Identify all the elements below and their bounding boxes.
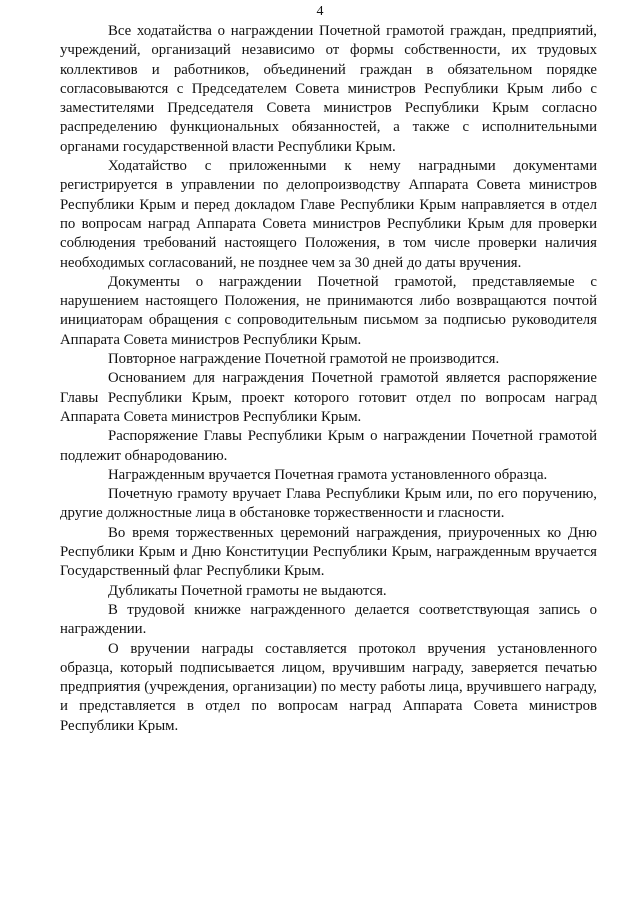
- paragraph-award-basis: Основанием для награждения Почетной грамотой является распоряжение Главы Республики Крым, проект которого готовит отдел по вопросам наград Аппарата Совета министров Республики Крым.: [60, 370, 597, 425]
- paragraph-petitions-approval: Все ходатайства о награждении Почетной грамотой граждан, предприятий, учреждений, организаций независимо от формы собственности, их трудовых коллективов и работников, объединений граждан в обязательном порядке согласовываются с Председателем Совета министров Республики Крым либо с заместителями Председателя Совета министров Республики Крым согласно распределению функциональных обязанностей, а также с исполнительными органами государственной власти Республики Крым.: [60, 23, 597, 155]
- page-number: 4: [316, 4, 324, 19]
- paragraph-petition-registration: Ходатайство с приложенными к нему наградными документами регистрируется в управлении по делопроизводству Аппарата Совета министров Республики Крым и перед докладом Главе Республики Крым направляется в отдел по вопросам наград Аппарата Совета министров Республики Крым для проверки соблюдения требований настоящего Положения, в том числе проверки наличия необходимых согласований, не позднее чем за 30 дней до даты вручения.: [60, 158, 597, 271]
- paragraph-presentation: Почетную грамоту вручает Глава Республики Крым или, по его поручению, другие должностные лица в обстановке торжественности и гласности.: [60, 486, 597, 522]
- paragraph-no-repeat-award: Повторное награждение Почетной грамотой не производится.: [108, 351, 500, 368]
- document-body: [60, 22, 597, 736]
- paragraph-presentation-protocol: О вручении награды составляется протокол вручения установленного образца, который подписывается лицом, вручившим награду, заверяется печатью предприятия (учреждения, организации) по месту работы лица, вручившего награду, и представляется в отдел по вопросам наград Аппарата Совета министров Республики Крым.: [60, 640, 597, 734]
- paragraph-order-publication: Распоряжение Главы Республики Крым о награждении Почетной грамотой подлежит обнародованию.: [60, 428, 597, 464]
- paragraph-certificate-form: Награжденным вручается Почетная грамота установленного образца.: [108, 466, 548, 483]
- paragraph-documents-returned: Документы о награждении Почетной грамотой, представляемые с нарушением настоящего Положения, не принимаются либо возвращаются почтой инициаторам обращения с сопроводительным письмом за подписью руководителя Аппарата Совета министров Республики Крым.: [60, 273, 597, 348]
- paragraph-work-record: В трудовой книжке награжденного делается соответствующая запись о награждении.: [60, 601, 597, 638]
- paragraph-no-duplicates: Дубликаты Почетной грамоты не выдаются.: [108, 582, 387, 599]
- paragraph-state-flag: Во время торжественных церемоний награждения, приуроченных ко Дню Республики Крым и Дню Конституции Республики Крым, награжденным вручается Государственный флаг Республики Крым.: [60, 524, 597, 580]
